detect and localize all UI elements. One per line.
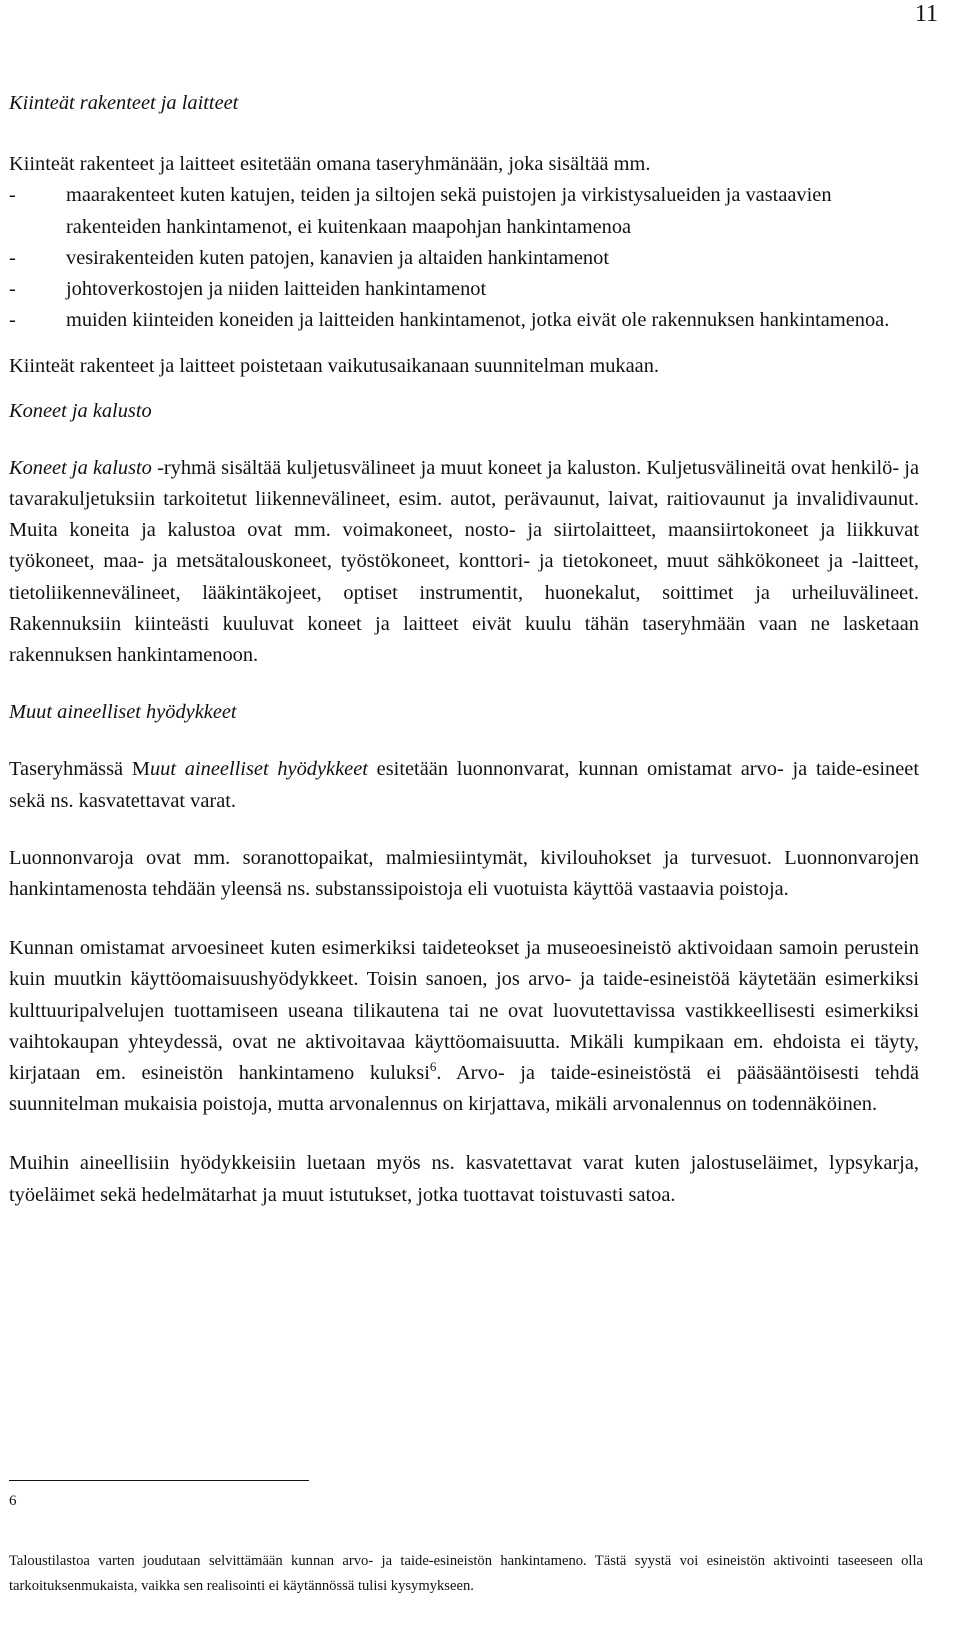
fixed-structures-closing: Kiinteät rakenteet ja laitteet poistetaan vaikutusaikanaan suunnitelman mukaan. [9,355,660,378]
other-assets-term: uut aineelliset hyödykkeet [149,758,368,781]
fixed-structures-intro: Kiinteät rakenteet ja laitteet esitetään omana taseryhmänään, joka sisältää mm. [9,153,651,176]
machinery-lead-term: Koneet ja kalusto [9,456,152,479]
section-heading-machinery: Koneet ja kalusto [9,399,152,422]
other-assets-paragraph-1 [9,754,919,816]
machinery-paragraph [9,453,919,671]
footnote-number: 6 [9,1493,17,1509]
footnote-divider [9,1480,309,1481]
list-bullet: - [9,309,16,332]
other-assets-paragraph-3 [9,933,919,1120]
footnote-reference[interactable]: 6 [429,1059,437,1075]
page-number: 11 [914,1,938,27]
machinery-paragraph-text: -ryhmä sisältää kuljetusvälineet ja muut koneet ja kaluston. Kuljetusvälineitä ovat henkilö- ja tavarakuljetuksiin tarkoitetut liikennevälineet, esim. autot, perävaunut, laivat, raitiovaunut ja invalidivaunut. Muita koneita ja kalustoa ovat mm. voimakoneet, nosto- ja siirtolaitteet, maansiirtokoneet ja liikkuvat työkoneet, maa- ja metsätalouskoneet, työstökoneet, konttori- ja tietokoneet, muut sähkökoneet ja -laitteet, tietoliikennevälineet, lääkintäkojeet, optiset instrumentit, huonekalut, soittimet ja urheiluvälineet. Rakennuksiin kiinteästi kuuluvat koneet ja laitteet eivät kuulu tähän taseryhmään vaan ne lasketaan rakennuksen hankintamenoon. [9,456,919,667]
list-item [9,180,919,242]
fixed-structures-list [9,180,919,336]
section-heading-other-tangible-assets: Muut aineelliset hyödykkeet [9,701,237,724]
list-bullet: - [9,184,16,207]
list-item [9,243,919,274]
list-bullet: - [9,278,16,301]
paragraph-text: esitetään luonnonvarat, kunnan omistamat arvo- ja taide-esineet sekä ns. kasvatettavat varat. [9,758,920,812]
list-item-text: maarakenteet kuten katujen, teiden ja siltojen sekä puistojen ja virkistysalueiden ja vastaavien rakenteiden hankintamenot, ei kuitenkaan maapohjan hankintamenoa [66,184,832,238]
list-item-text: johtoverkostojen ja niiden laitteiden hankintamenot [66,278,487,301]
footnote-text: Taloustilastoa varten joudutaan selvittämään kunnan arvo- ja taide-esineistön hankintameno. Tästä syystä voi esineistön aktivointi taseeseen olla tarkoituksenmukaista, vaikka sen realisointi ei käytännössä tulisi kysymykseen. [9,1553,923,1594]
list-item [9,305,919,336]
other-assets-paragraph-2: Luonnonvaroja ovat mm. soranottopaikat, malmiesiintymät, kivilouhokset ja turvesuot. Luonnonvarojen hankintamenosta tehdään yleensä ns. substanssipoistoja eli vuotuista käyttöä vastaavia poistoja. [9,846,919,901]
other-assets-paragraph-4: Muihin aineellisiin hyödykkeisiin luetaan myös ns. kasvatettavat varat kuten jalostuseläimet, lypsykarja, työeläimet sekä hedelmätarhat ja muut istutukset, jotka tuottavat toistuvasti satoa. [9,1152,919,1206]
list-item-text: vesirakenteiden kuten patojen, kanavien ja altaiden hankintamenot [66,246,609,269]
list-item [9,274,919,305]
section-heading-fixed-structures: Kiinteät rakenteet ja laitteet [9,92,239,114]
list-item-text: muiden kiinteiden koneiden ja laitteiden hankintamenot, jotka eivät ole rakennuksen hankintamenoa. [66,309,890,332]
paragraph-text: Taseryhmässä M [9,758,150,781]
paragraph-text: . Arvo- ja taide-esineistöstä ei pääsääntöisesti tehdä suunnitelman mukaisia poistoja, mutta arvonalennus on kirjattava, mikäli arvonalennus on todennäköinen. [9,1062,919,1116]
paragraph-text: Kunnan omistamat arvoesineet kuten esimerkiksi taideteokset ja museoesineistö aktivoidaan samoin perustein kuin muutkin käyttöomaisuushyödykkeet. Toisin sanoen, jos arvo- ja taide-esineistöä käytetään esimerkiksi kulttuuripalvelujen tuottamiseen useana tilikautena tai ne ovat luovutettavissa vastikkeellisesti esimerkiksi vaihtokaupan yhteydessä, ovat ne aktivoitavaa käyttöomaisuutta. Mikäli kumpikaan em. ehdoista ei täyty, kirjataan em. esineistön hankintameno kuluksi [9,937,919,1085]
list-bullet: - [9,246,16,269]
page-body [9,88,919,1211]
